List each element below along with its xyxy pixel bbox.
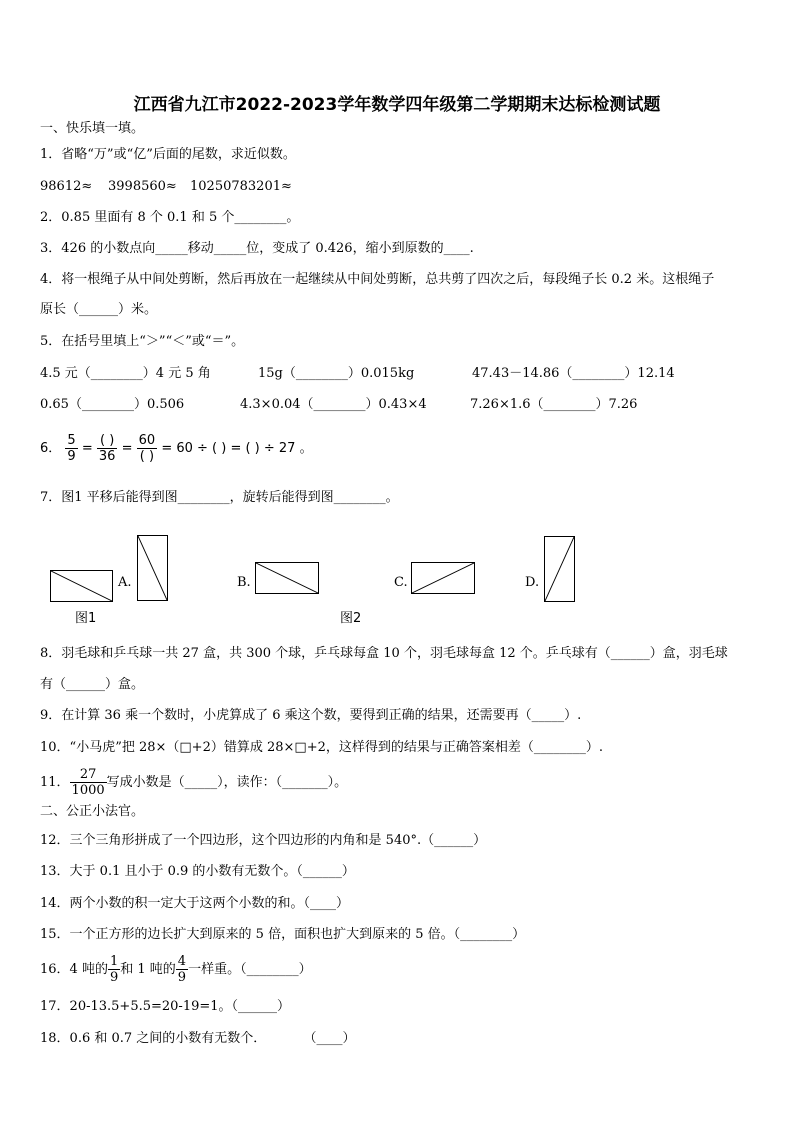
question-6: 6． $\frac{5}{9}$ = $\frac{( )}{36}$ = $\frac{60}{( )}$ = 60 ÷ ( ) = ( ) ÷ 27 。 — [40, 433, 313, 464]
question-2: 2．0.85 里面有 8 个 0.1 和 5 个________。 — [40, 210, 300, 225]
question-18: 18．0.6 和 0.7 之间的小数有无数个． （____） — [40, 1031, 356, 1046]
figure-label-a: A. — [118, 575, 132, 590]
question-13: 13．大于 0.1 且小于 0.9 的小数有无数个。（______） — [40, 864, 355, 879]
figure-1-rectangle — [50, 570, 113, 602]
page-title: 江西省九江市2022-2023学年数学四年级第二学期期末达标检测试题 — [133, 95, 661, 115]
question-12: 12．三个三角形拼成了一个四边形，这个四边形的内角和是 540°.（______） — [40, 833, 487, 848]
question-11: 11． $\frac{27}{1000}$ 写成小数是（_____），读作：（_______）。 — [40, 767, 348, 798]
question-10: 10．“小马虎”把 28×（□+2）错算成 28×□+2，这样得到的结果与正确答案相差（________）. — [40, 740, 603, 755]
q5-row2-item2: 4.3×0.04（________）0.43×4 — [240, 397, 427, 412]
q5-row1-item3: 47.43－14.86（________）12.14 — [472, 366, 675, 381]
question-4-line1: 4．将一根绳子从中间处剪断，然后再放在一起继续从中间处剪断，总共剪了四次之后，每段绳子长 0.2 米。这根绳子 — [40, 272, 715, 287]
figure-label-c: C. — [394, 575, 408, 590]
q6-fraction-1: $\frac{5}{9}$ — [67, 433, 76, 464]
q6-fraction-2: $\frac{( )}{36}$ — [98, 433, 116, 464]
q6-fraction-3: $\frac{60}{( )}$ — [138, 433, 156, 464]
q16-fraction-2: $\frac{4}{9}$ — [177, 954, 187, 985]
question-3: 3．426 的小数点向_____移动_____位，变成了 0.426，缩小到原数的____. — [40, 241, 474, 256]
question-1: 1．省略“万”或“亿”后面的尾数，求近似数。 — [40, 147, 296, 162]
question-9: 9．在计算 36 乘一个数时，小虎算成了 6 乘这个数，要得到正确的结果，还需要再（_____）. — [40, 708, 582, 723]
q5-row2-item1: 0.65（________）0.506 — [40, 397, 185, 412]
question-15: 15．一个正方形的边长扩大到原来的 5 倍，面积也扩大到原来的 5 倍。（________） — [40, 927, 526, 942]
q5-row2-item3: 7.26×1.6（________）7.26 — [470, 397, 638, 412]
figure-b-rectangle — [255, 562, 319, 594]
q16-fraction-1: $\frac{1}{9}$ — [109, 954, 119, 985]
q5-row1-item1: 4.5 元（________）4 元 5 角 — [40, 366, 211, 381]
figure-a-rectangle — [137, 535, 168, 601]
question-17: 17．20-13.5+5.5=20-19=1。（______） — [40, 999, 291, 1014]
q11-fraction: $\frac{27}{1000}$ — [71, 767, 105, 798]
question-4-line2: 原长（______）米。 — [40, 302, 158, 317]
figure-label-d: D. — [525, 575, 540, 590]
question-5: 5．在括号里填上“＞”“＜”或“＝”。 — [40, 334, 245, 349]
section-heading-judge: 二、公正小法官。 — [40, 804, 145, 819]
figure-d-rectangle — [544, 536, 575, 602]
section-heading-fill: 一、快乐填一填。 — [40, 121, 145, 136]
figure-2-caption: 图2 — [340, 611, 362, 626]
q5-row1-item2: 15g（________）0.015kg — [258, 366, 415, 381]
figure-c-rectangle — [411, 562, 475, 594]
question-7: 7．图1 平移后能得到图________，旋转后能得到图________。 — [40, 490, 399, 505]
figure-label-b: B. — [237, 575, 251, 590]
question-8-line1: 8．羽毛球和乒乓球一共 27 盒，共 300 个球，乒乓球每盒 10 个，羽毛球每盒 12 个。乒乓球有（______）盒，羽毛球 — [40, 646, 728, 661]
question-8-line2: 有（______）盒。 — [40, 677, 145, 692]
q1-item-2: 3998560≈ — [108, 179, 177, 194]
q6-tail: = 60 ÷ ( ) = ( ) ÷ 27 。 — [161, 441, 313, 456]
question-14: 14．两个小数的积一定大于这两个小数的和。（____） — [40, 896, 350, 911]
q1-item-3: 10250783201≈ — [190, 179, 292, 194]
question-16: 16．4 吨的 $\frac{1}{9}$ 和 1 吨的 $\frac{4}{9}$ 一样重。（________） — [40, 954, 312, 985]
figure-1-caption: 图1 — [75, 611, 97, 626]
q6-label: 6． — [40, 441, 62, 456]
q1-item-1: 98612≈ — [40, 179, 93, 194]
